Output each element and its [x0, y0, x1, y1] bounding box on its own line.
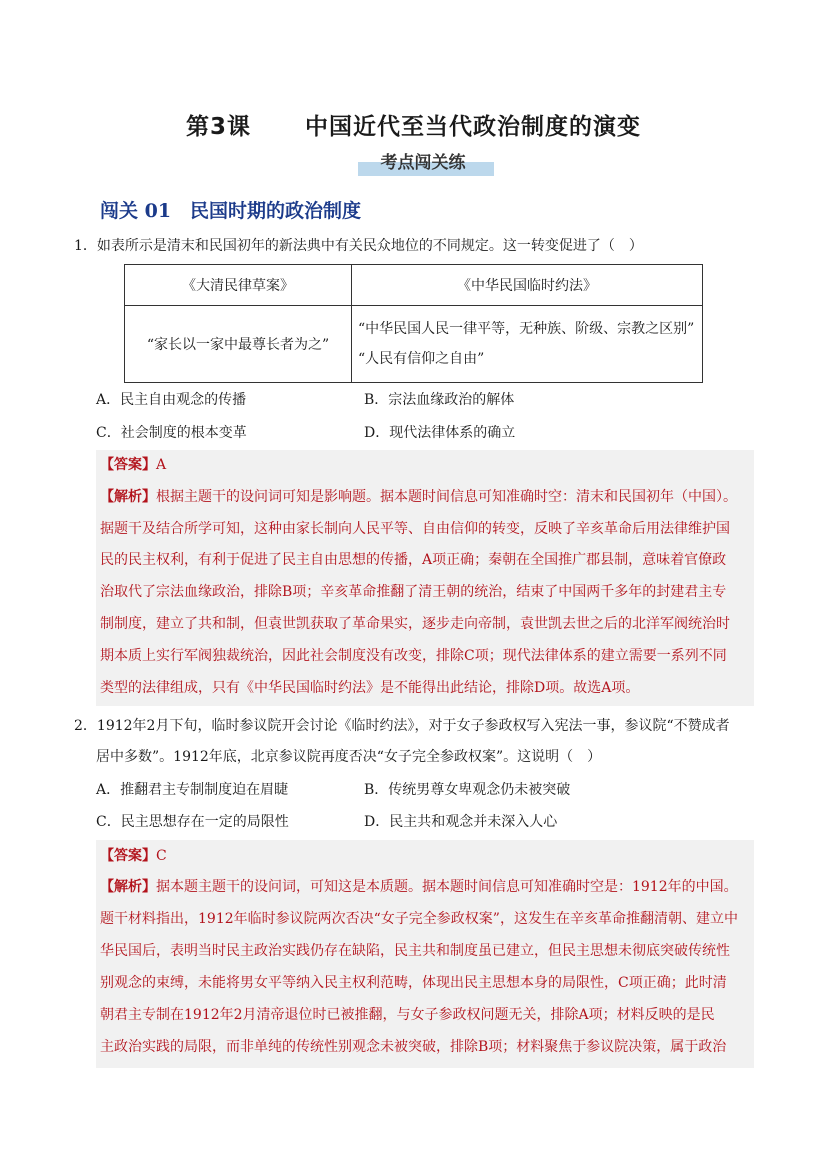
analysis-label: 【解析】	[100, 489, 156, 505]
table-header-row	[125, 265, 703, 306]
answer-label: 【答案】	[100, 848, 156, 864]
analysis-line: 据题干及结合所学可知，这种由家长制向人民平等、自由信仰的转变，反映了辛亥革命后用法律维护国	[100, 521, 730, 537]
lesson-number: 第3课	[185, 114, 251, 140]
q2-answer-box	[96, 840, 754, 1068]
table-cell-line: “中华民国人民一律平等，无种族、阶级、宗教之区别”	[358, 321, 695, 337]
q1-option-b: B．宗法血缘政治的解体	[364, 392, 515, 408]
table-cell	[352, 306, 703, 383]
analysis-line: 期本质上实行军阀独裁统治，因此社会制度没有改变，排除C项；现代法律体系的建立需要一系列不同	[100, 648, 727, 664]
analysis-line: 主政治实践的局限，而非单纯的传统性别观念未被突破，排除B项；材料聚焦于参议院决策，属于政治	[100, 1039, 727, 1055]
q1-stem: 1．如表所示是清末和民国初年的新法典中有关民众地位的不同规定。这一转变促进了（ ）	[74, 238, 643, 254]
q2-stem-line: 居中多数”。1912年底，北京参议院再度否决“女子完全参政权案”。这说明（ ）	[96, 749, 602, 765]
q1-option-d: D．现代法律体系的确立	[364, 425, 516, 441]
q1-option-c: C．社会制度的根本变革	[96, 425, 247, 441]
analysis-line: 题干材料指出，1912年临时参议院两次否决“女子完全参政权案”，这发生在辛亥革命推翻清朝、建立中	[100, 911, 738, 927]
analysis-line: 别观念的束缚，未能将男女平等纳入民主权利范畴，体现出民主思想本身的局限性，C项正确；此时清	[100, 975, 727, 991]
section-heading: 闯关 01 民国时期的政治制度	[100, 200, 362, 222]
analysis-line: 【解析】据本题主题干的设问词，可知这是本质题。据本题时间信息可知准确时空是：1912年的中国。	[100, 879, 738, 895]
analysis-line: 民的民主权利，有利于促进了民主自由思想的传播，A项正确；秦朝在全国推广郡县制，意味着官僚政	[100, 552, 727, 568]
analysis-line: 类型的法律组成，只有《中华民国临时约法》是不能得出此结论，排除D项。故选A项。	[100, 680, 640, 696]
analysis-line: 华民国后，表明当时民主政治实践仍存在缺陷，民主共和制度虽已建立，但民主思想未彻底突破传统性	[100, 943, 730, 959]
analysis-line: 【解析】根据主题干的设问词可知是影响题。据本题时间信息可知准确时空：清末和民国初年（中国）。	[100, 489, 737, 505]
subtitle: 考点闯关练	[380, 153, 466, 173]
table-header-cell: 《大清民律草案》	[125, 265, 352, 306]
table-cell-line: “人民有信仰之自由”	[358, 351, 485, 367]
analysis-line: 治取代了宗法血缘政治，排除B项；辛亥革命推翻了清王朝的统治，结束了中国两千多年的封建君主专	[100, 584, 727, 600]
answer-value: C	[156, 848, 167, 864]
lesson-title: 中国近代至当代政治制度的演变	[305, 114, 642, 140]
q2-stem-line: 2．1912年2月下旬，临时参议院开会讨论《临时约法》，对于女子参政权写入宪法一事，参议院“不赞成者	[74, 718, 730, 734]
analysis-line: 朝君主专制在1912年2月清帝退位时已被推翻，与女子参政权问题无关，排除A项；材料反映的是民	[100, 1007, 715, 1023]
table-row	[125, 306, 703, 383]
q1-table	[124, 264, 703, 383]
answer-value: A	[156, 457, 167, 473]
q2-option-d: D．民主共和观念并未深入人心	[364, 814, 558, 830]
q1-answer	[100, 455, 166, 475]
q2-option-c: C．民主思想存在一定的局限性	[96, 814, 289, 830]
table-header-cell: 《中华民国临时约法》	[352, 265, 703, 306]
subtitle-badge	[352, 146, 494, 178]
q1-option-a: A．民主自由观念的传播	[96, 392, 247, 408]
answer-label: 【答案】	[100, 457, 156, 473]
table-cell: “家长以一家中最尊长者为之”	[125, 306, 352, 383]
q1-answer-box	[96, 450, 754, 706]
q2-option-a: A．推翻君主专制制度迫在眉睫	[96, 782, 289, 798]
analysis-label: 【解析】	[100, 879, 156, 895]
q2-option-b: B．传统男尊女卑观念仍未被突破	[364, 782, 571, 798]
analysis-line: 制制度，建立了共和制，但袁世凯获取了革命果实，逐步走向帝制，袁世凯去世之后的北洋军阀统治时	[100, 616, 730, 632]
q2-answer	[100, 846, 167, 866]
page-title	[0, 108, 827, 141]
